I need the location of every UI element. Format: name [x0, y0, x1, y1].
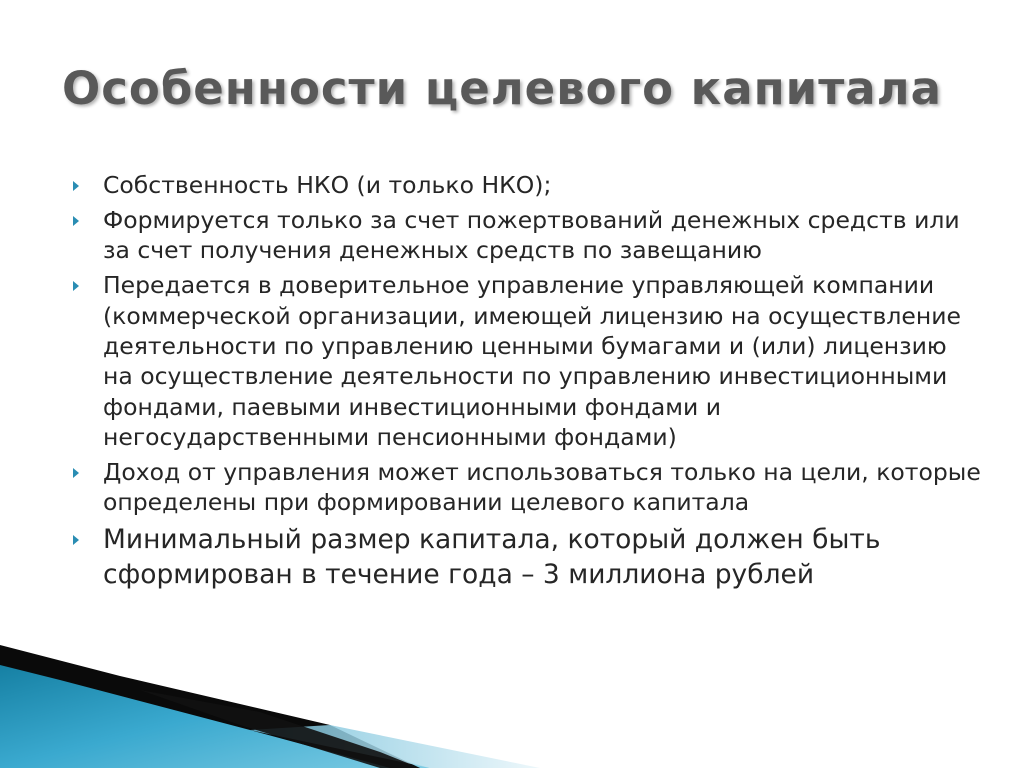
- triangle-bullet-icon: [73, 535, 79, 545]
- bullet-item: [72, 205, 982, 266]
- bullet-text: Минимальный размер капитала, который должен быть сформирован в течение года – 3 миллиона рублей: [103, 524, 881, 591]
- bullet-item: [72, 170, 982, 200]
- bullet-list: [72, 170, 982, 597]
- triangle-bullet-icon: [73, 281, 79, 291]
- triangle-bullet-icon: [73, 216, 79, 226]
- bullet-text: Передается в доверительное управление управляющей компании (коммерческой организации, имеющей лицензию на осуществление деятельности по управлению ценными бумагами и (или) лицензию на осуществление деятельности по управлению инвестиционными фондами, паевыми инвестиционными фондами и негосударственными пенсионными фондами): [103, 271, 961, 451]
- bullet-text: Доход от управления может использоваться только на цели, которые определены при формировании целевого капитала: [103, 458, 981, 517]
- triangle-bullet-icon: [73, 468, 79, 478]
- bullet-text: Формируется только за счет пожертвований денежных средств или за счет получения денежных средств по завещанию: [103, 206, 960, 265]
- bullet-item: [72, 457, 982, 518]
- bullet-text: Собственность НКО (и только НКО);: [103, 171, 552, 199]
- triangle-bullet-icon: [73, 181, 79, 191]
- bullet-item: [72, 522, 982, 592]
- slide-title: Особенности целевого капитала: [62, 62, 942, 115]
- bullet-item: [72, 270, 982, 452]
